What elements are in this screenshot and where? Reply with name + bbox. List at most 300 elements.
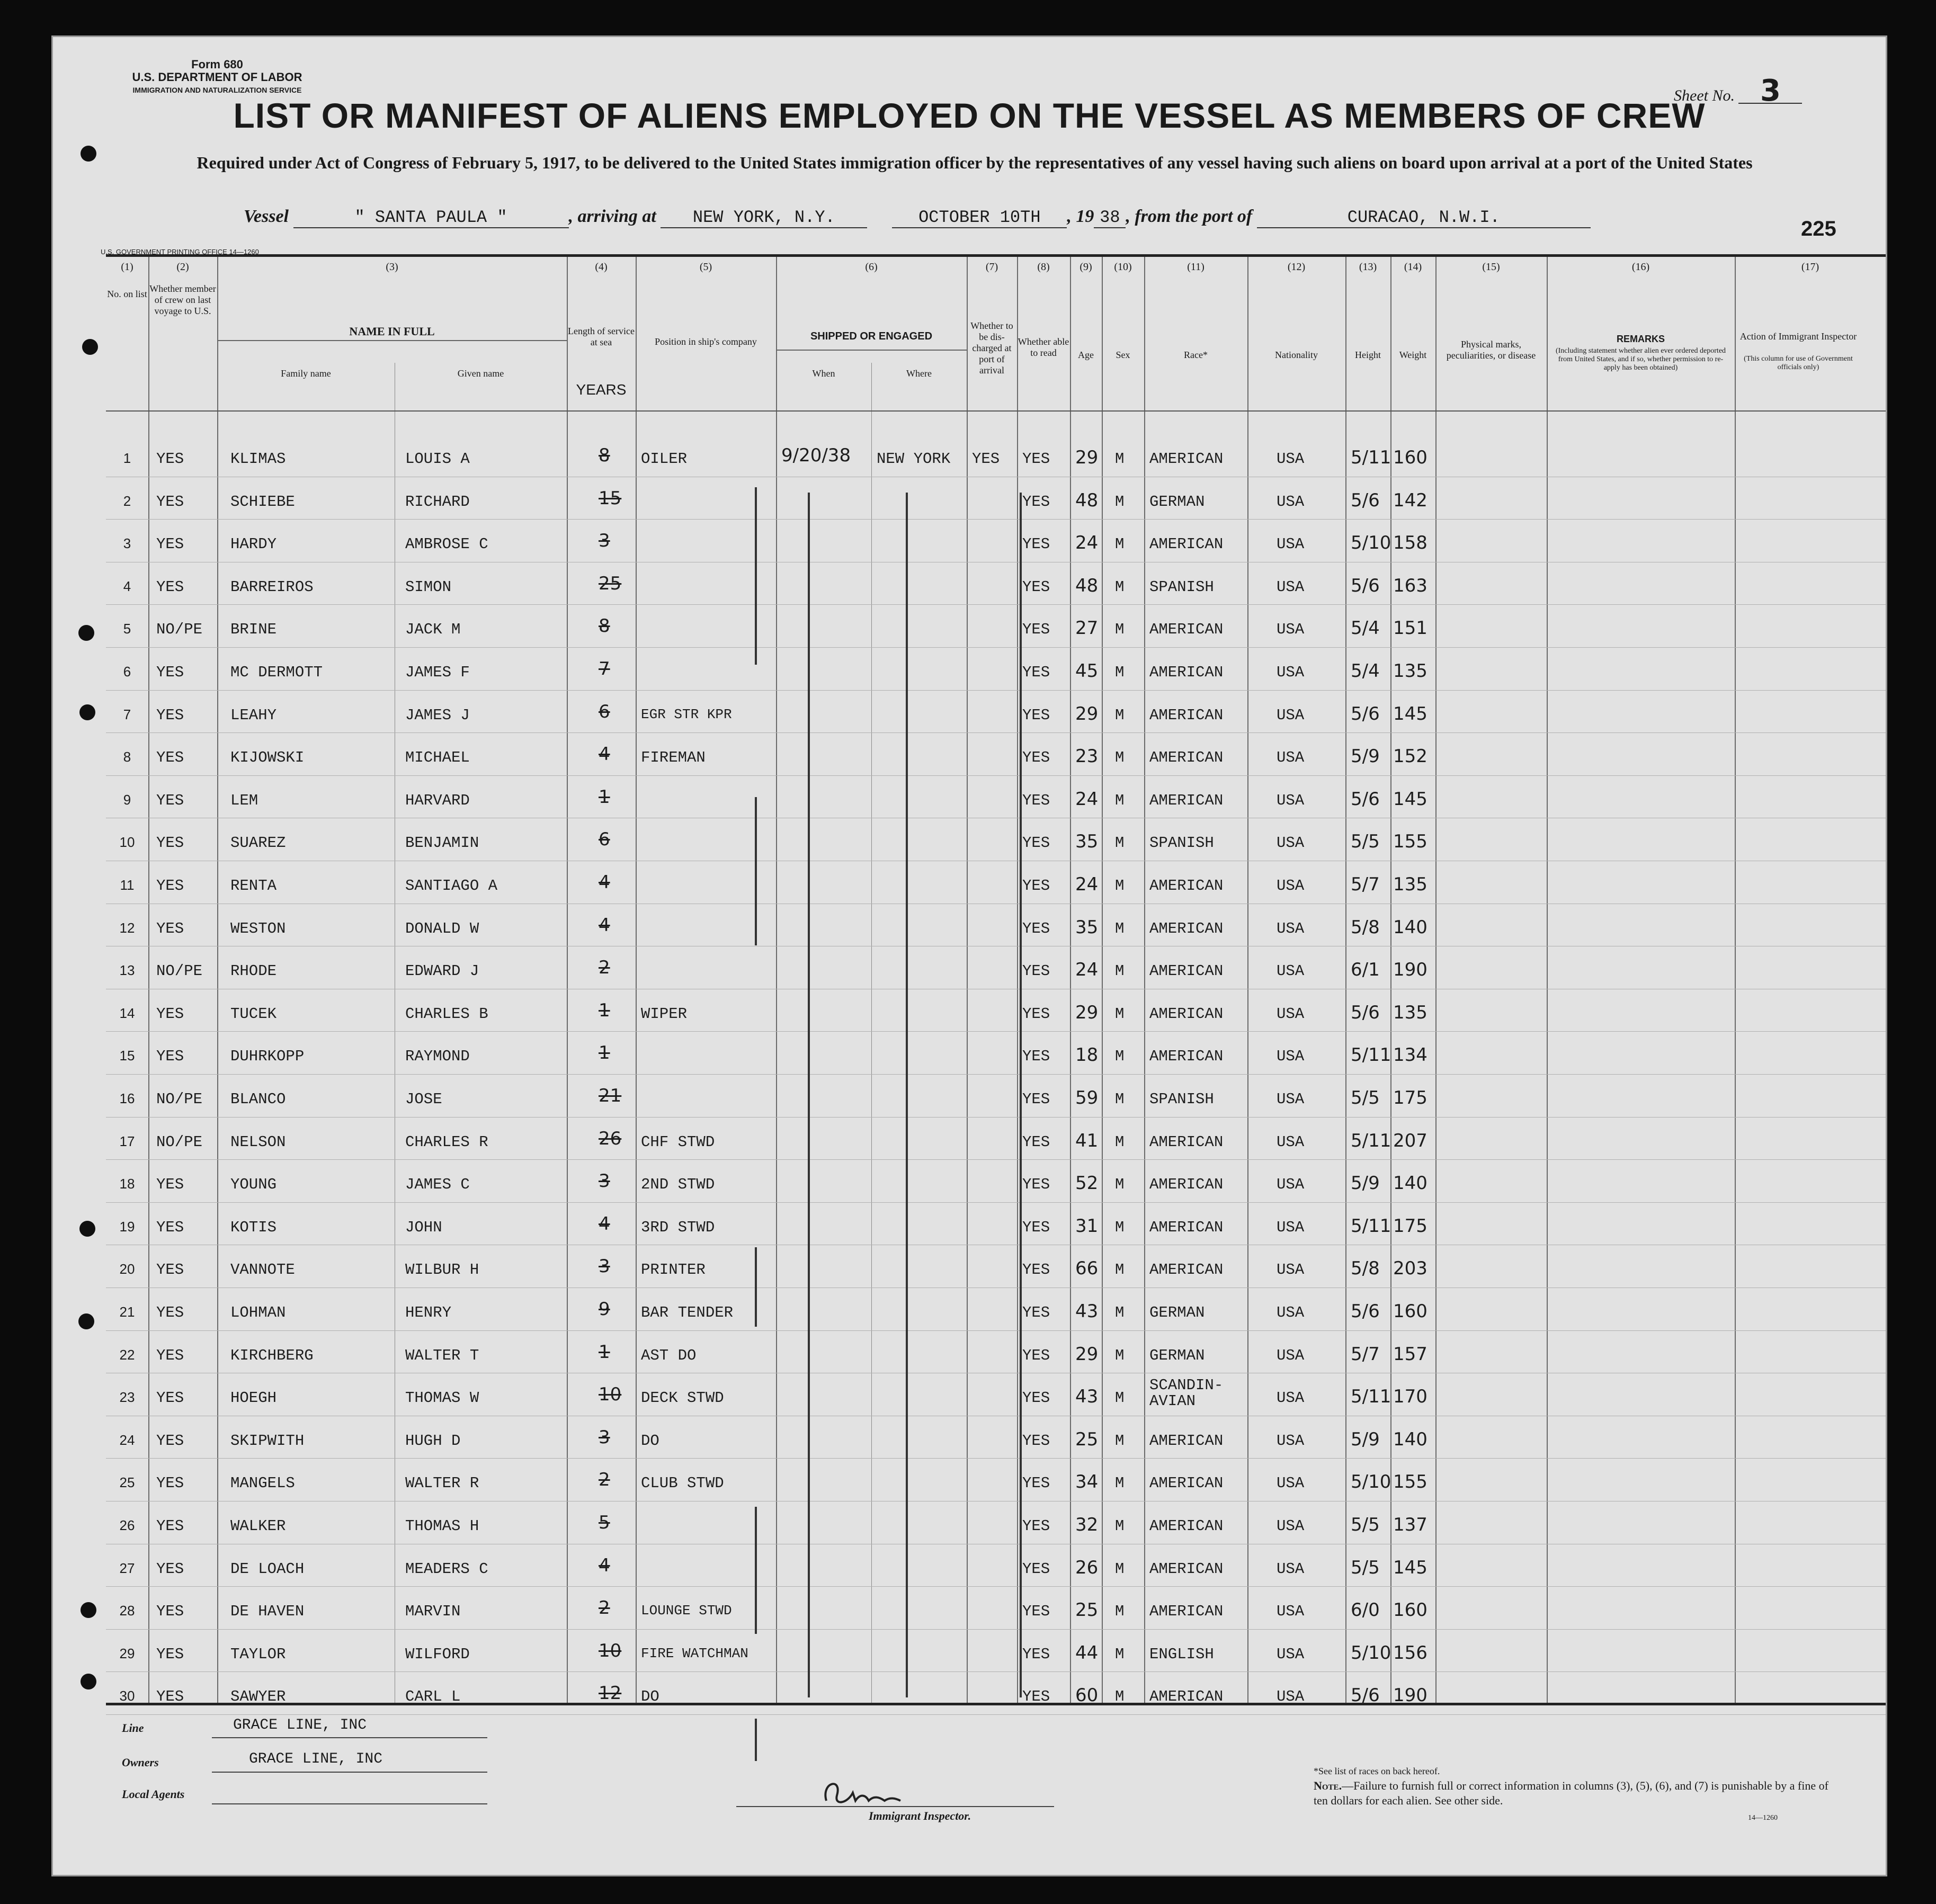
- cell-sex: M: [1115, 1304, 1125, 1321]
- cell-given-name: AMBROSE C: [405, 535, 488, 553]
- cell-race: AMERICAN: [1149, 1603, 1224, 1621]
- cell-family-name: SUAREZ: [230, 834, 286, 852]
- cell-list-number: 27: [119, 1560, 135, 1576]
- cell-member-last-voyage: YES: [156, 1304, 184, 1321]
- cell-nationality: USA: [1277, 877, 1305, 895]
- cell-nationality: USA: [1277, 1474, 1305, 1492]
- row-rule: [106, 1714, 1886, 1715]
- cell-position: WIPER: [641, 1005, 688, 1023]
- crew-row: [106, 1160, 1886, 1202]
- cell-able-to-read: YES: [1022, 877, 1050, 895]
- races-note: *See list of races on back hereof.: [1314, 1766, 1440, 1776]
- arriving-label: , arriving at: [568, 207, 656, 226]
- crew-row: [106, 989, 1886, 1032]
- cell-height: 5/6: [1351, 1002, 1380, 1023]
- cell-given-name: EDWARD J: [405, 962, 479, 980]
- cell-height: 5/11: [1351, 447, 1391, 468]
- cell-height: 5/6: [1351, 1685, 1380, 1706]
- owners-rule: [212, 1772, 487, 1773]
- header-action-inspector: Action of Immigrant Inspector: [1739, 331, 1857, 342]
- crew-row: [106, 733, 1886, 775]
- cell-age: 35: [1075, 831, 1099, 853]
- cell-sex: M: [1115, 1218, 1125, 1236]
- cell-race: ENGLISH: [1149, 1645, 1214, 1663]
- cell-position: FIREMAN: [641, 749, 706, 767]
- cell-weight: 163: [1393, 575, 1428, 596]
- cell-member-last-voyage: YES: [156, 1346, 184, 1364]
- crew-row: [106, 1118, 1886, 1160]
- cell-member-last-voyage: YES: [156, 578, 184, 596]
- cell-weight: 175: [1393, 1087, 1428, 1109]
- cell-list-number: 6: [123, 664, 131, 680]
- cell-member-last-voyage: YES: [156, 1005, 184, 1023]
- cell-nationality: USA: [1277, 1048, 1305, 1066]
- cell-given-name: CHARLES B: [405, 1005, 488, 1023]
- crew-row: [106, 1672, 1886, 1714]
- crew-row: [106, 946, 1886, 989]
- cell-member-last-voyage: NO/PE: [156, 962, 203, 980]
- cell-member-last-voyage: NO/PE: [156, 1090, 203, 1108]
- cell-list-number: 10: [119, 834, 135, 851]
- cell-age: 52: [1075, 1173, 1099, 1194]
- cell-race: GERMAN: [1149, 1304, 1205, 1321]
- owners-label: Owners: [122, 1756, 159, 1769]
- page-number: 225: [1801, 217, 1836, 240]
- header-nationality: Nationality: [1275, 350, 1318, 360]
- cell-position: OILER: [641, 450, 688, 468]
- cell-weight: 152: [1393, 746, 1428, 767]
- cell-race: AMERICAN: [1149, 1176, 1224, 1194]
- cell-position: CLUB STWD: [641, 1474, 724, 1492]
- cell-sex: M: [1115, 1048, 1125, 1066]
- cell-family-name: NELSON: [230, 1133, 286, 1151]
- header-years: YEARS: [576, 381, 627, 398]
- cell-family-name: RHODE: [230, 962, 277, 980]
- ditto-mark: [808, 493, 810, 1697]
- header-no-on-list: No. on list: [107, 289, 147, 299]
- header-age: Age: [1078, 350, 1094, 360]
- ditto-mark: [755, 1247, 757, 1327]
- cell-member-last-voyage: YES: [156, 1645, 184, 1663]
- column-number: (9): [1079, 261, 1092, 273]
- cell-service-years: 3: [599, 1256, 610, 1277]
- cell-given-name: MICHAEL: [405, 749, 470, 767]
- cell-list-number: 30: [119, 1688, 135, 1704]
- column-number: (12): [1287, 261, 1306, 273]
- column-number: (13): [1359, 261, 1377, 273]
- crew-row: [106, 1288, 1886, 1330]
- cell-able-to-read: YES: [1022, 1432, 1050, 1450]
- cell-position: 3RD STWD: [641, 1218, 715, 1236]
- sheet-number-value: 3: [1738, 79, 1802, 104]
- cell-member-last-voyage: YES: [156, 450, 184, 468]
- cell-service-years: 1: [599, 1042, 610, 1064]
- cell-list-number: 2: [123, 493, 131, 509]
- cell-sex: M: [1115, 1389, 1125, 1407]
- cell-member-last-voyage: YES: [156, 706, 184, 724]
- cell-age: 43: [1075, 1386, 1099, 1408]
- column-number: (2): [176, 261, 189, 273]
- crew-row: [106, 818, 1886, 861]
- cell-age: 41: [1075, 1130, 1099, 1151]
- column-number: (10): [1114, 261, 1132, 273]
- cell-service-years: 8: [599, 445, 610, 466]
- cell-nationality: USA: [1277, 1005, 1305, 1023]
- cell-member-last-voyage: YES: [156, 1176, 184, 1194]
- cell-age: 35: [1075, 916, 1099, 938]
- cell-list-number: 12: [119, 919, 135, 936]
- cell-height: 5/6: [1351, 788, 1380, 810]
- cell-list-number: 8: [123, 749, 131, 765]
- cell-height: 5/7: [1351, 1343, 1380, 1365]
- cell-nationality: USA: [1277, 578, 1305, 596]
- cell-race: SPANISH: [1149, 1090, 1214, 1108]
- local-agents-rule: [212, 1803, 487, 1804]
- header-when: When: [812, 368, 835, 379]
- cell-weight: 145: [1393, 703, 1428, 725]
- cell-service-years: 6: [599, 701, 610, 722]
- cell-age: 66: [1075, 1258, 1099, 1280]
- inspector-label: Immigrant Inspector.: [869, 1809, 971, 1822]
- cell-able-to-read: YES: [1022, 1645, 1050, 1663]
- cell-list-number: 5: [123, 621, 131, 637]
- cell-age: 48: [1075, 575, 1099, 596]
- cell-able-to-read: YES: [1022, 1688, 1050, 1706]
- cell-sex: M: [1115, 834, 1125, 852]
- cell-weight: 157: [1393, 1343, 1428, 1365]
- cell-given-name: LOUIS A: [405, 450, 470, 468]
- discharged-value: YES: [972, 450, 1000, 468]
- cell-race: AMERICAN: [1149, 1688, 1224, 1706]
- cell-able-to-read: YES: [1022, 664, 1050, 681]
- cell-sex: M: [1115, 493, 1125, 511]
- cell-service-years: 7: [599, 658, 610, 680]
- punch-hole: [81, 146, 96, 162]
- cell-race: AMERICAN: [1149, 1517, 1224, 1535]
- cell-race: AMERICAN: [1149, 535, 1224, 553]
- cell-able-to-read: YES: [1022, 1389, 1050, 1407]
- cell-given-name: THOMAS H: [405, 1517, 479, 1535]
- punch-hole: [82, 339, 98, 355]
- cell-height: 5/11: [1351, 1130, 1391, 1151]
- cell-nationality: USA: [1277, 1432, 1305, 1450]
- cell-nationality: USA: [1277, 493, 1305, 511]
- cell-sex: M: [1115, 919, 1125, 937]
- cell-weight: 134: [1393, 1044, 1428, 1066]
- form-identifier: [106, 58, 328, 96]
- cell-age: 23: [1075, 746, 1099, 767]
- vessel-label: Vessel: [244, 207, 289, 226]
- cell-family-name: TUCEK: [230, 1005, 277, 1023]
- cell-service-years: 6: [599, 829, 610, 851]
- cell-sex: M: [1115, 1346, 1125, 1364]
- cell-race: SCANDIN- AVIAN: [1149, 1376, 1224, 1410]
- cell-family-name: WESTON: [230, 919, 286, 937]
- cell-race: GERMAN: [1149, 1346, 1205, 1364]
- cell-family-name: LEM: [230, 791, 258, 809]
- crew-row: [106, 1587, 1886, 1629]
- cell-member-last-voyage: YES: [156, 1474, 184, 1492]
- cell-race: AMERICAN: [1149, 1560, 1224, 1578]
- cell-height: 5/5: [1351, 1514, 1380, 1535]
- cell-given-name: JOSE: [405, 1090, 442, 1108]
- cell-nationality: USA: [1277, 1346, 1305, 1364]
- cell-member-last-voyage: YES: [156, 1560, 184, 1578]
- cell-nationality: USA: [1277, 450, 1305, 468]
- cell-service-years: 5: [599, 1512, 610, 1533]
- cell-height: 6/0: [1351, 1599, 1380, 1621]
- cell-nationality: USA: [1277, 749, 1305, 767]
- cell-member-last-voyage: YES: [156, 1432, 184, 1450]
- cell-family-name: MANGELS: [230, 1474, 295, 1492]
- cell-given-name: WILFORD: [405, 1645, 470, 1663]
- header-able-to-read: Whether able to read: [1018, 336, 1069, 358]
- cell-service-years: 1: [599, 786, 610, 808]
- cell-position: FIRE WATCHMAN: [641, 1645, 748, 1661]
- cell-family-name: RENTA: [230, 877, 277, 895]
- crew-row: [106, 776, 1886, 818]
- cell-weight: 160: [1393, 447, 1428, 468]
- cell-family-name: HOEGH: [230, 1389, 277, 1407]
- cell-able-to-read: YES: [1022, 1603, 1050, 1621]
- cell-able-to-read: YES: [1022, 535, 1050, 553]
- punch-hole: [81, 1674, 96, 1690]
- cell-list-number: 26: [119, 1517, 135, 1533]
- cell-member-last-voyage: YES: [156, 1603, 184, 1621]
- column-number: (5): [699, 261, 712, 273]
- cell-sex: M: [1115, 962, 1125, 980]
- cell-height: 5/10: [1351, 532, 1391, 554]
- cell-family-name: KLIMAS: [230, 450, 286, 468]
- cell-sex: M: [1115, 1133, 1125, 1151]
- header-sex: Sex: [1116, 350, 1130, 360]
- cell-given-name: CARL L: [405, 1688, 461, 1706]
- cell-given-name: SANTIAGO A: [405, 877, 498, 895]
- cell-age: 44: [1075, 1642, 1099, 1664]
- cell-service-years: 10: [599, 1640, 622, 1661]
- cell-weight: 160: [1393, 1301, 1428, 1322]
- cell-sex: M: [1115, 578, 1125, 596]
- cell-list-number: 1: [123, 450, 131, 466]
- cell-given-name: MEADERS C: [405, 1560, 488, 1578]
- cell-race: AMERICAN: [1149, 621, 1224, 639]
- cell-member-last-voyage: YES: [156, 919, 184, 937]
- cell-able-to-read: YES: [1022, 919, 1050, 937]
- cell-given-name: RAYMOND: [405, 1048, 470, 1066]
- cell-weight: 135: [1393, 660, 1428, 682]
- cell-list-number: 15: [119, 1048, 135, 1064]
- cell-given-name: MARVIN: [405, 1603, 461, 1621]
- cell-member-last-voyage: YES: [156, 834, 184, 852]
- cell-given-name: WILBUR H: [405, 1261, 479, 1279]
- cell-height: 5/5: [1351, 1087, 1380, 1109]
- header-height: Height: [1355, 350, 1381, 360]
- cell-list-number: 18: [119, 1176, 135, 1192]
- arriving-port-field: NEW YORK, N.Y.: [661, 208, 867, 228]
- header-action-note: (This column for use of Government officials only): [1744, 355, 1853, 371]
- manifest-sheet: [53, 37, 1886, 1875]
- cell-sex: M: [1115, 1603, 1125, 1621]
- cell-service-years: 3: [599, 1426, 610, 1448]
- cell-able-to-read: YES: [1022, 791, 1050, 809]
- cell-given-name: HENRY: [405, 1304, 452, 1321]
- cell-given-name: RICHARD: [405, 493, 470, 511]
- cell-weight: 137: [1393, 1514, 1428, 1535]
- cell-service-years: 4: [599, 744, 610, 765]
- header-position: Position in ship's company: [655, 336, 757, 347]
- department-name: U.S. DEPARTMENT OF LABOR: [132, 70, 302, 84]
- cell-age: 29: [1075, 1343, 1099, 1365]
- cell-sex: M: [1115, 1261, 1125, 1279]
- cell-weight: 135: [1393, 1002, 1428, 1023]
- cell-height: 5/10: [1351, 1471, 1391, 1493]
- cell-weight: 175: [1393, 1215, 1428, 1237]
- cell-age: 45: [1075, 660, 1099, 682]
- crew-row: [106, 1032, 1886, 1074]
- cell-age: 24: [1075, 532, 1099, 554]
- cell-height: 5/4: [1351, 660, 1380, 682]
- cell-height: 5/10: [1351, 1642, 1391, 1664]
- cell-able-to-read: YES: [1022, 1261, 1050, 1279]
- cell-family-name: LOHMAN: [230, 1304, 286, 1321]
- cell-member-last-voyage: YES: [156, 1688, 184, 1706]
- cell-able-to-read: YES: [1022, 1133, 1050, 1151]
- cell-age: 26: [1075, 1557, 1099, 1578]
- cell-able-to-read: YES: [1022, 749, 1050, 767]
- cell-able-to-read: YES: [1022, 1005, 1050, 1023]
- cell-age: 29: [1075, 1002, 1099, 1023]
- crew-row: [106, 1373, 1886, 1416]
- cell-position: DO: [641, 1432, 659, 1450]
- cell-family-name: MC DERMOTT: [230, 664, 323, 681]
- cell-list-number: 3: [123, 535, 131, 552]
- cell-given-name: JAMES J: [405, 706, 470, 724]
- crew-row: [106, 1544, 1886, 1587]
- crew-row: [106, 861, 1886, 904]
- cell-sex: M: [1115, 1005, 1125, 1023]
- crew-row: [106, 648, 1886, 690]
- cell-given-name: JOHN: [405, 1218, 442, 1236]
- cell-service-years: 3: [599, 1170, 610, 1192]
- cell-nationality: USA: [1277, 1261, 1305, 1279]
- inspector-rule: [736, 1806, 1054, 1807]
- cell-sex: M: [1115, 1560, 1125, 1578]
- note-label: Note.: [1314, 1779, 1342, 1792]
- cell-weight: 140: [1393, 1173, 1428, 1194]
- cell-race: AMERICAN: [1149, 1474, 1224, 1492]
- cell-list-number: 22: [119, 1346, 135, 1363]
- cell-member-last-voyage: YES: [156, 749, 184, 767]
- cell-service-years: 9: [599, 1299, 610, 1320]
- cell-service-years: 2: [599, 1469, 610, 1491]
- cell-list-number: 7: [123, 706, 131, 722]
- cell-service-years: 1: [599, 1341, 610, 1363]
- cell-family-name: DUHRKOPP: [230, 1048, 305, 1066]
- cell-service-years: 25: [599, 573, 622, 594]
- cell-race: AMERICAN: [1149, 664, 1224, 681]
- cell-height: 6/1: [1351, 959, 1380, 981]
- cell-age: 34: [1075, 1471, 1099, 1493]
- cell-able-to-read: YES: [1022, 1474, 1050, 1492]
- punch-hole: [79, 1221, 95, 1237]
- header-length-of-service: Length of service at sea: [568, 326, 635, 347]
- cell-age: 24: [1075, 959, 1099, 981]
- cell-list-number: 11: [120, 877, 135, 893]
- cell-sex: M: [1115, 877, 1125, 895]
- cell-service-years: 26: [599, 1128, 622, 1149]
- year-label: , 19: [1067, 207, 1094, 226]
- header-remarks-note: (Including statement whether alien ever ordered deported from United States, and if so, whether permission to re-apply has been obtained): [1555, 347, 1726, 372]
- cell-race: AMERICAN: [1149, 749, 1224, 767]
- cell-list-number: 13: [119, 962, 135, 979]
- cell-height: 5/9: [1351, 1428, 1380, 1450]
- cell-race: AMERICAN: [1149, 1133, 1224, 1151]
- cell-service-years: 15: [599, 487, 622, 509]
- cell-family-name: VANNOTE: [230, 1261, 295, 1279]
- cell-sex: M: [1115, 1688, 1125, 1706]
- local-agents-label: Local Agents: [122, 1787, 185, 1801]
- column-number: (16): [1631, 261, 1650, 273]
- cell-member-last-voyage: YES: [156, 877, 184, 895]
- crew-row: [106, 904, 1886, 946]
- cell-member-last-voyage: YES: [156, 664, 184, 681]
- cell-nationality: USA: [1277, 1133, 1305, 1151]
- cell-weight: 158: [1393, 532, 1428, 554]
- cell-sex: M: [1115, 1176, 1125, 1194]
- header-given-name: Given name: [457, 368, 504, 379]
- cell-member-last-voyage: YES: [156, 1218, 184, 1236]
- crew-row: [106, 434, 1886, 477]
- cell-age: 48: [1075, 489, 1099, 511]
- cell-nationality: USA: [1277, 1560, 1305, 1578]
- cell-race: AMERICAN: [1149, 450, 1224, 468]
- cell-weight: 190: [1393, 1685, 1428, 1706]
- cell-list-number: 14: [119, 1005, 135, 1021]
- cell-height: 5/8: [1351, 1258, 1380, 1280]
- from-port-field: CURACAO, N.W.I.: [1257, 208, 1591, 228]
- cell-position: LOUNGE STWD: [641, 1603, 732, 1619]
- column-number: (7): [985, 261, 998, 273]
- cell-height: 5/6: [1351, 703, 1380, 725]
- cell-position: PRINTER: [641, 1261, 706, 1279]
- cell-list-number: 28: [119, 1603, 135, 1619]
- cell-weight: 156: [1393, 1642, 1428, 1664]
- cell-able-to-read: YES: [1022, 1560, 1050, 1578]
- cell-given-name: CHARLES R: [405, 1133, 488, 1151]
- cell-service-years: 10: [599, 1384, 622, 1406]
- cell-position: DO: [641, 1688, 659, 1706]
- cell-list-number: 21: [119, 1304, 135, 1320]
- cell-age: 25: [1075, 1428, 1099, 1450]
- header-physical-marks: Physical marks, peculiarities, or disease: [1446, 339, 1536, 361]
- crew-row: [106, 1203, 1886, 1245]
- cell-age: 31: [1075, 1215, 1099, 1237]
- cell-family-name: DE LOACH: [230, 1560, 305, 1578]
- cell-service-years: 4: [599, 1554, 610, 1576]
- crew-row: [106, 1630, 1886, 1672]
- cell-given-name: JACK M: [405, 621, 461, 639]
- cell-able-to-read: YES: [1022, 450, 1050, 468]
- cell-able-to-read: YES: [1022, 621, 1050, 639]
- cell-weight: 170: [1393, 1386, 1428, 1408]
- cell-member-last-voyage: YES: [156, 1517, 184, 1535]
- cell-list-number: 19: [119, 1218, 135, 1235]
- cell-weight: 203: [1393, 1258, 1428, 1280]
- cell-nationality: USA: [1277, 1090, 1305, 1108]
- cell-given-name: JAMES F: [405, 664, 470, 681]
- cell-given-name: HUGH D: [405, 1432, 461, 1450]
- cell-height: 5/6: [1351, 1301, 1380, 1322]
